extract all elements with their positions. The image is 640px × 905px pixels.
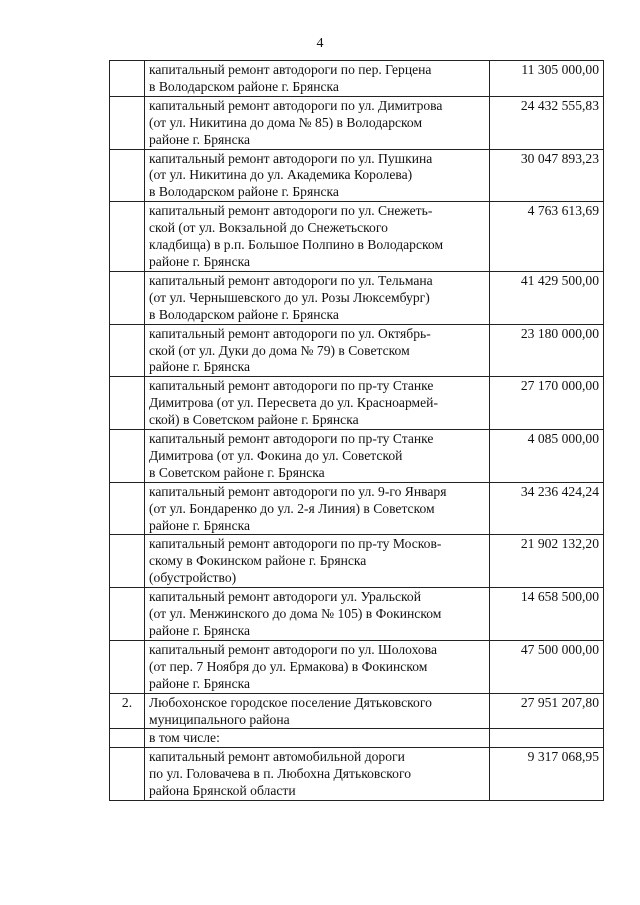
row-number-cell	[110, 149, 145, 202]
description-cell	[145, 640, 490, 693]
description-line: капитальный ремонт автодороги по ул. Димитрова	[149, 97, 443, 113]
table-row	[110, 693, 604, 729]
description-line: районе г. Брянска	[149, 359, 251, 375]
description-cell	[145, 324, 490, 377]
table-row	[110, 377, 604, 430]
row-number-cell	[110, 482, 145, 535]
description-line: в Володарском районе г. Брянска	[149, 184, 339, 200]
description-cell	[145, 430, 490, 483]
description-line: капитальный ремонт автодороги по пер. Герцена	[149, 62, 432, 77]
description-cell	[145, 729, 490, 748]
description-cell	[145, 377, 490, 430]
description-line: в Володарском районе г. Брянска	[149, 306, 339, 322]
amount-cell: 41 429 500,00	[490, 271, 604, 324]
amount-cell	[490, 729, 604, 748]
description-line: в том числе:	[149, 730, 220, 746]
amount-cell: 9 317 068,95	[490, 748, 604, 801]
amount-cell: 11 305 000,00	[490, 61, 604, 97]
description-line: капитальный ремонт автодороги по пр-ту Станке	[149, 431, 434, 447]
page-number: 4	[316, 36, 324, 51]
amount-cell: 30 047 893,23	[490, 149, 604, 202]
amount-cell: 4 085 000,00	[490, 430, 604, 483]
table-row	[110, 482, 604, 535]
amount-cell: 27 951 207,80	[490, 693, 604, 729]
description-line: по ул. Головачева в п. Любохна Дятьковского	[149, 766, 412, 782]
description-cell	[145, 202, 490, 272]
table-row	[110, 149, 604, 202]
amount-cell: 23 180 000,00	[490, 324, 604, 377]
description-cell	[145, 482, 490, 535]
table-row	[110, 430, 604, 483]
table-row	[110, 729, 604, 748]
description-cell	[145, 588, 490, 641]
description-line: капитальный ремонт автодороги по ул. Снежеть-	[149, 203, 433, 219]
description-line: (от ул. Никитина до дома № 85) в Володарском	[149, 114, 423, 130]
description-line: районе г. Брянска	[149, 517, 251, 533]
description-cell	[145, 535, 490, 588]
description-cell	[145, 61, 490, 97]
description-cell	[145, 271, 490, 324]
description-line: капитальный ремонт автодороги ул. Уральской	[149, 589, 421, 605]
description-line: муниципального района	[149, 711, 290, 727]
description-line: ской) в Советском районе г. Брянска	[149, 412, 359, 428]
table-body	[110, 61, 604, 801]
description-line: капитальный ремонт автодороги по пр-ту Станке	[149, 378, 434, 394]
description-line: (от пер. 7 Ноября до ул. Ермакова) в Фокинском	[149, 658, 428, 674]
description-line: Димитрова (от ул. Пересвета до ул. Красноармей-	[149, 395, 438, 411]
description-line: капитальный ремонт автодороги по ул. 9-го Января	[149, 483, 447, 499]
description-line: капитальный ремонт автодороги по ул. Октябрь-	[149, 325, 431, 341]
description-line: ской (от ул. Дуки до дома № 79) в Советском	[149, 342, 410, 358]
row-number-cell	[110, 535, 145, 588]
amount-cell: 27 170 000,00	[490, 377, 604, 430]
row-number-cell	[110, 588, 145, 641]
amount-cell: 34 236 424,24	[490, 482, 604, 535]
description-line: скому в Фокинском районе г. Брянска	[149, 553, 367, 569]
table-row	[110, 324, 604, 377]
description-line: капитальный ремонт автодороги по ул. Шолохова	[149, 641, 437, 657]
description-cell	[145, 96, 490, 149]
amount-cell: 4 763 613,69	[490, 202, 604, 272]
description-cell	[145, 748, 490, 801]
budget-table	[109, 60, 604, 801]
row-number-cell	[110, 61, 145, 97]
description-line: (от ул. Никитина до ул. Академика Королева)	[149, 167, 413, 183]
description-line: районе г. Брянска	[149, 131, 251, 147]
row-number-cell	[110, 271, 145, 324]
description-line: районе г. Брянска	[149, 253, 251, 269]
description-line: ской (от ул. Вокзальной до Снежетьского	[149, 220, 388, 236]
description-line: (от ул. Чернышевского до ул. Розы Люксембург)	[149, 289, 430, 305]
description-line: в Володарском районе г. Брянска	[149, 78, 339, 94]
description-line: капитальный ремонт автодороги по ул. Пушкина	[149, 150, 433, 166]
amount-cell: 24 432 555,83	[490, 96, 604, 149]
amount-cell: 21 902 132,20	[490, 535, 604, 588]
description-cell	[145, 149, 490, 202]
table-row	[110, 640, 604, 693]
description-line: капитальный ремонт автодороги по пр-ту Москов-	[149, 536, 442, 552]
description-line: кладбища) в р.п. Большое Полпино в Володарском	[149, 237, 444, 253]
row-number-cell	[110, 729, 145, 748]
table-row	[110, 535, 604, 588]
table-row	[110, 96, 604, 149]
description-cell	[145, 693, 490, 729]
row-number-cell	[110, 377, 145, 430]
row-number-cell	[110, 324, 145, 377]
description-line: района Брянской области	[149, 783, 296, 799]
description-line: Димитрова (от ул. Фокина до ул. Советской	[149, 447, 403, 463]
row-number-cell	[110, 748, 145, 801]
description-line: районе г. Брянска	[149, 675, 251, 691]
row-number-cell: 2.	[110, 693, 145, 729]
description-line: (от ул. Бондаренко до ул. 2-я Линия) в Советском	[149, 500, 435, 516]
row-number-cell	[110, 96, 145, 149]
row-number-cell	[110, 202, 145, 272]
description-line: районе г. Брянска	[149, 623, 251, 638]
amount-cell: 47 500 000,00	[490, 640, 604, 693]
amount-cell: 14 658 500,00	[490, 588, 604, 641]
table-row	[110, 61, 604, 97]
table-row	[110, 202, 604, 272]
description-line: Любохонское городское поселение Дятьковского	[149, 694, 432, 710]
table-row	[110, 271, 604, 324]
description-line: в Советском районе г. Брянска	[149, 464, 325, 480]
description-line: (обустройство)	[149, 570, 237, 586]
table-row	[110, 588, 604, 641]
description-line: капитальный ремонт автодороги по ул. Тельмана	[149, 272, 433, 288]
description-line: (от ул. Менжинского до дома № 105) в Фокинском	[149, 606, 442, 622]
description-line: капитальный ремонт автомобильной дороги	[149, 749, 405, 765]
row-number-cell	[110, 640, 145, 693]
table-row	[110, 748, 604, 801]
row-number-cell	[110, 430, 145, 483]
